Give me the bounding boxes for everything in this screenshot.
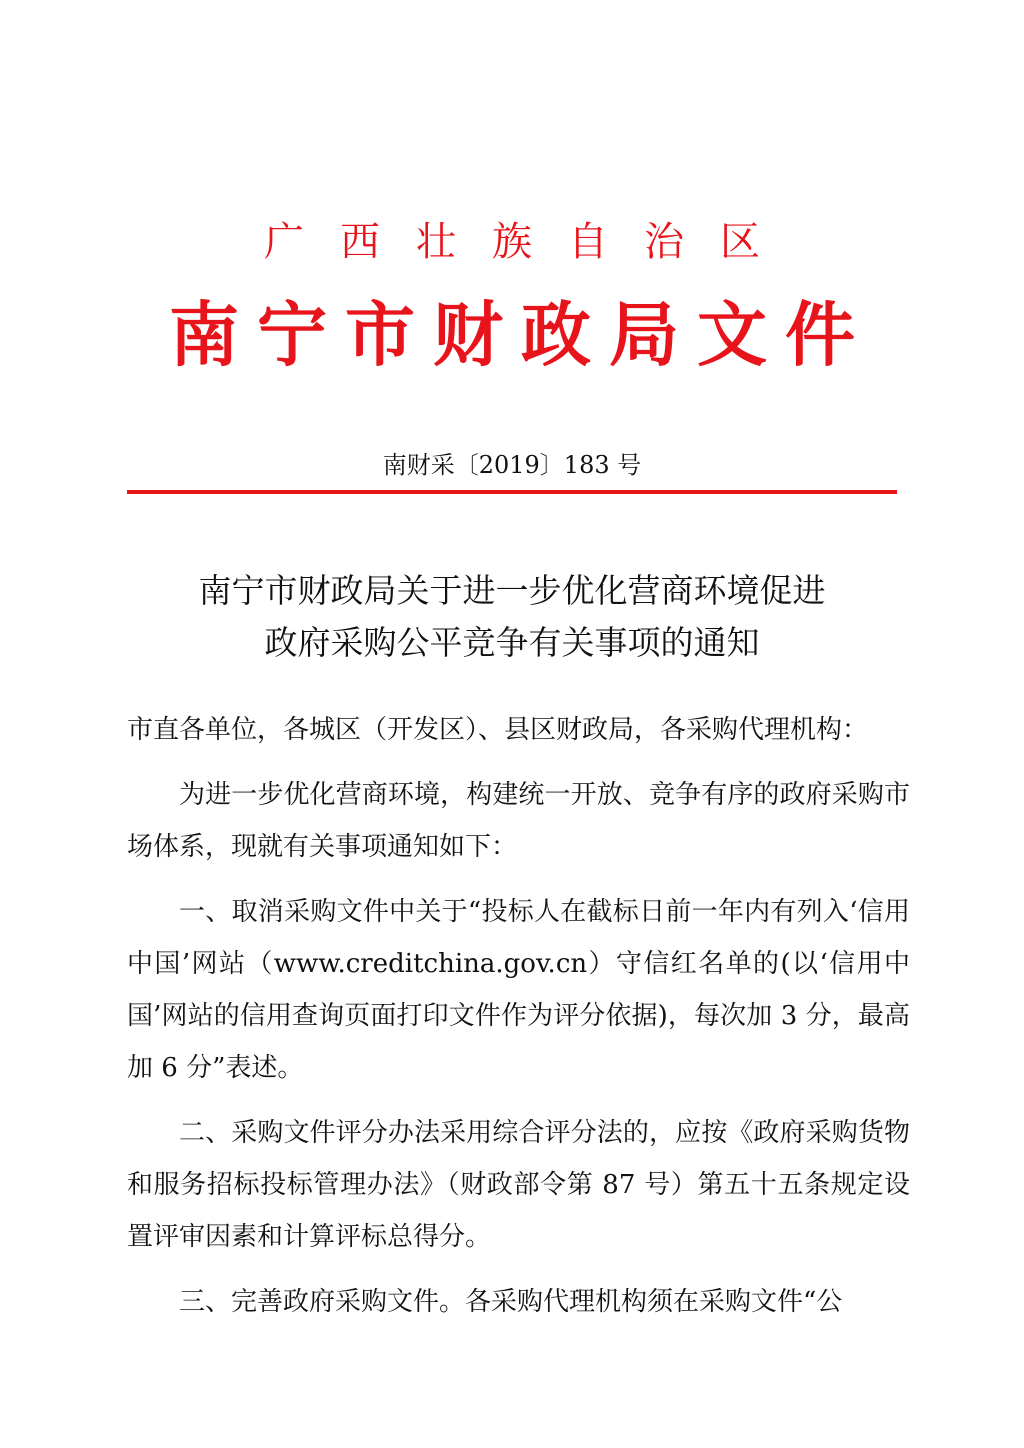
red-separator-rule: [127, 490, 897, 494]
document-body: [127, 704, 910, 1341]
body-paragraph: 三、完善政府采购文件。各采购代理机构须在采购文件“公: [179, 1287, 843, 1317]
title-line-2: 政府采购公平竞争有关事项的通知: [264, 623, 760, 662]
document-issuer-heading: 南宁市财政局文件: [169, 294, 873, 376]
issuing-region: 广西壮族自治区: [264, 219, 796, 265]
title-line-1: 南宁市财政局关于进一步优化营商环境促进: [198, 571, 826, 610]
body-paragraph: 二、采购文件评分办法采用综合评分法的，应按《政府采购货物和服务招标投标管理办法》（财政部令第 87 号）第五十五条规定设置评审因素和计算评标总得分。: [127, 1118, 910, 1252]
document-number: 南财采〔2019〕183 号: [382, 451, 642, 479]
document-title: [0, 565, 1024, 669]
salutation: 市直各单位，各城区（开发区）、县区财政局，各采购代理机构：: [127, 715, 869, 745]
body-paragraph: 为进一步优化营商环境，构建统一开放、竞争有序的政府采购市场体系，现就有关事项通知如下：: [127, 780, 910, 862]
body-paragraph: 一、取消采购文件中关于“投标人在截标日前一年内有列入‘信用中国’网站（www.creditchina.gov.cn）守信红名单的(以‘信用中国’网站的信用查询页面打印文件作为评分依据)，每次加 3 分，最高加 6 分”表述。: [127, 897, 910, 1083]
